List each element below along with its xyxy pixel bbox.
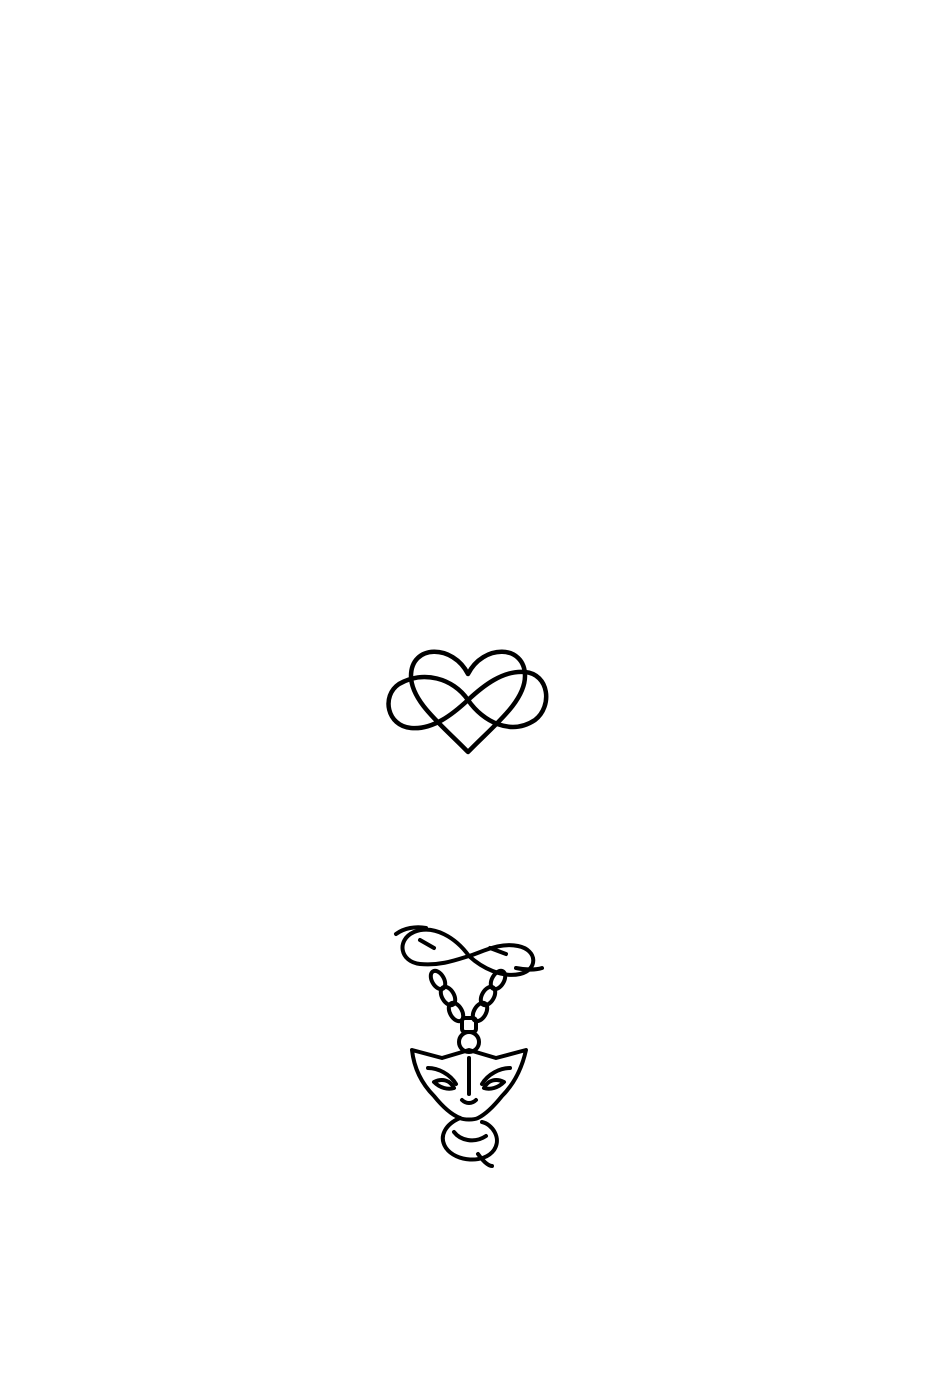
fox-pendant-symbol-icon: [390, 918, 548, 1168]
heart-infinity-symbol-icon: [383, 640, 553, 758]
